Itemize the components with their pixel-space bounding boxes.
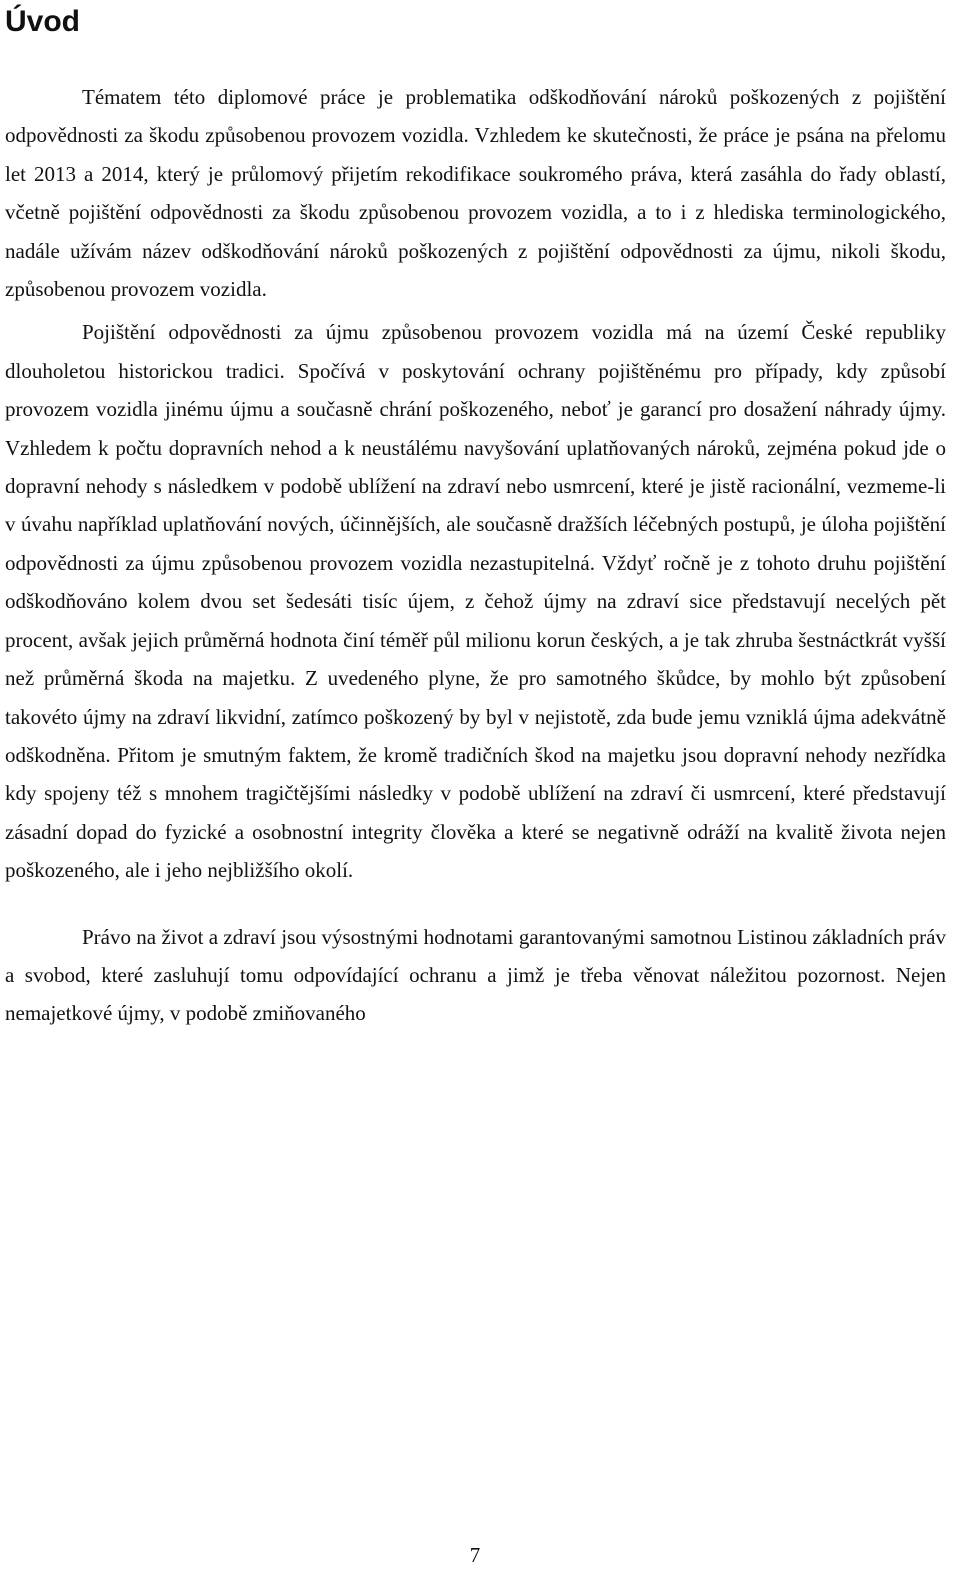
body-text xyxy=(5,78,946,1033)
paragraph-insurance: Pojištění odpovědnosti za újmu způsobenou provozem vozidla má na území České republiky dlouholetou historickou tradici. Spočívá v poskytování ochrany pojištěnému pro případy, kdy způsobí provozem vozidla jinému újmu a současně chrání poškozeného, neboť je garancí pro dosažení náhrady újmy. Vzhledem k počtu dopravních nehod a k neustálému navyšování uplatňovaných nároků, zejména pokud jde o dopravní nehody s následkem v podobě ublížení na zdraví nebo usmrcení, které je jistě racionální, vezmeme-li v úvahu například uplatňování nových, účinnějších, ale současně dražších léčebných postupů, je úloha pojištění odpovědnosti za újmu způsobenou provozem vozidla nezastupitelná. Vždyť ročně je z tohoto druhu pojištění odškodňováno kolem dvou set šedesáti tisíc újem, z čehož újmy na zdraví sice představují necelých pět procent, avšak jejich průměrná hodnota činí téměř půl milionu korun českých, a je tak zhruba šestnáctkrát vyšší než průměrná škoda na majetku. Z uvedeného plyne, že pro samotného škůdce, by mohlo být způsobení takovéto újmy na zdraví likvidní, zatímco poškozený by byl v nejistotě, zda bude jemu vzniklá újma adekvátně odškodněna. Přitom je smutným faktem, že kromě tradičních škod na majetku jsou dopravní nehody nezřídka kdy spojeny též s mnohem tragičtějšími následky v podobě ublížení na zdraví či usmrcení, které představují zásadní dopad do fyzické a osobnostní integrity člověka a které se negativně odráží na kvalitě života nejen poškozeného, ale i jeho nejbližšího okolí. xyxy=(5,320,946,883)
section-heading: Úvod xyxy=(5,5,80,38)
paragraph-intro: Tématem této diplomové práce je problematika odškodňování nároků poškozených z pojištění odpovědnosti za škodu způsobenou provozem vozidla. Vzhledem ke skutečnosti, že práce je psána na přelomu let 2013 a 2014, který je průlomový přijetím rekodifikace soukromého práva, která zasáhla do řady oblastí, včetně pojištění odpovědnosti za škodu způsobenou provozem vozidla, a to i z hlediska terminologického, nadále užívám název odškodňování nároků poškozených z pojištění odpovědnosti za újmu, nikoli škodu, způsobenou provozem vozidla. xyxy=(5,85,946,302)
paragraph-rights: Právo na život a zdraví jsou výsostnými hodnotami garantovanými samotnou Listinou základních práv a svobod, které zasluhují tomu odpovídající ochranu a jimž je třeba věnovat náležitou pozornost. Nejen nemajetkové újmy, v podobě zmiňovaného xyxy=(5,924,946,1026)
page-number: 7 xyxy=(469,1543,481,1567)
